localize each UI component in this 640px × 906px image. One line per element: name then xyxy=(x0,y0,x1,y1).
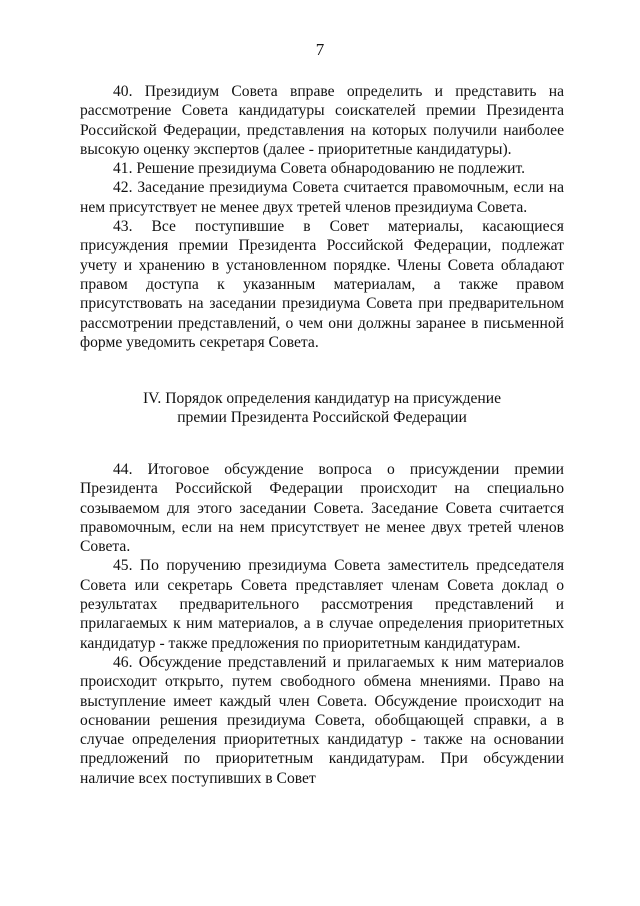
body-text-top xyxy=(80,82,564,352)
paragraph-43: 43. Все поступившие в Совет материалы, касающиеся присуждения премии Президента Российской Федерации, подлежат учету и хранению в установленном порядке. Члены Совета обладают правом доступа к указанным материалам, а также правом присутствовать на заседании президиума Совета при предварительном рассмотрении представлений, о чем они должны заранее в письменной форме уведомить секретаря Совета. xyxy=(80,218,564,351)
paragraph-40: 40. Президиум Совета вправе определить и представить на рассмотрение Совета кандидатуры соискателей премии Президента Российской Федерации, представления на которых получили наиболее высокую оценку экспертов (далее - приоритетные кандидатуры). xyxy=(80,83,564,158)
paragraph-46: 46. Обсуждение представлений и прилагаемых к ним материалов происходит открыто, путем свободного обмена мнениями. Право на выступление имеет каждый член Совета. Обсуждение происходит на основании решения президиума Совета, обобщающей справки, а в случае определения приоритетных кандидатур - также на основании предложений по приоритетным кандидатурам. При обсуждении наличие всех поступивших в Совет xyxy=(80,653,564,787)
page-number: 7 xyxy=(315,40,325,59)
body-text-bottom xyxy=(80,460,564,788)
section-heading xyxy=(80,389,564,428)
paragraph-42: 42. Заседание президиума Совета считается правомочным, если на нем присутствует не менее двух третей членов президиума Совета. xyxy=(80,179,564,216)
paragraph-45: 45. По поручению президиума Совета заместитель председателя Совета или секретарь Совета представляет членам Совета доклад о результатах предварительного рассмотрения представлений и прилагаемых к ним материалов, а в случае определения приоритетных кандидатур - также предложения по приоритетным кандидатурам. xyxy=(80,557,564,652)
paragraph-41: 41. Решение президиума Совета обнародованию не подлежит. xyxy=(113,160,525,178)
section-heading-line-1: IV. Порядок определения кандидатур на присуждение xyxy=(142,390,502,407)
section-heading-line-2: премии Президента Российской Федерации xyxy=(177,409,467,427)
paragraph-44: 44. Итоговое обсуждение вопроса о присуждении премии Президента Российской Федерации происходит на специально созываемом для этого заседании Совета. Заседание Совета считается правомочным, если на нем присутствует не менее двух третей членов Совета. xyxy=(80,461,564,556)
